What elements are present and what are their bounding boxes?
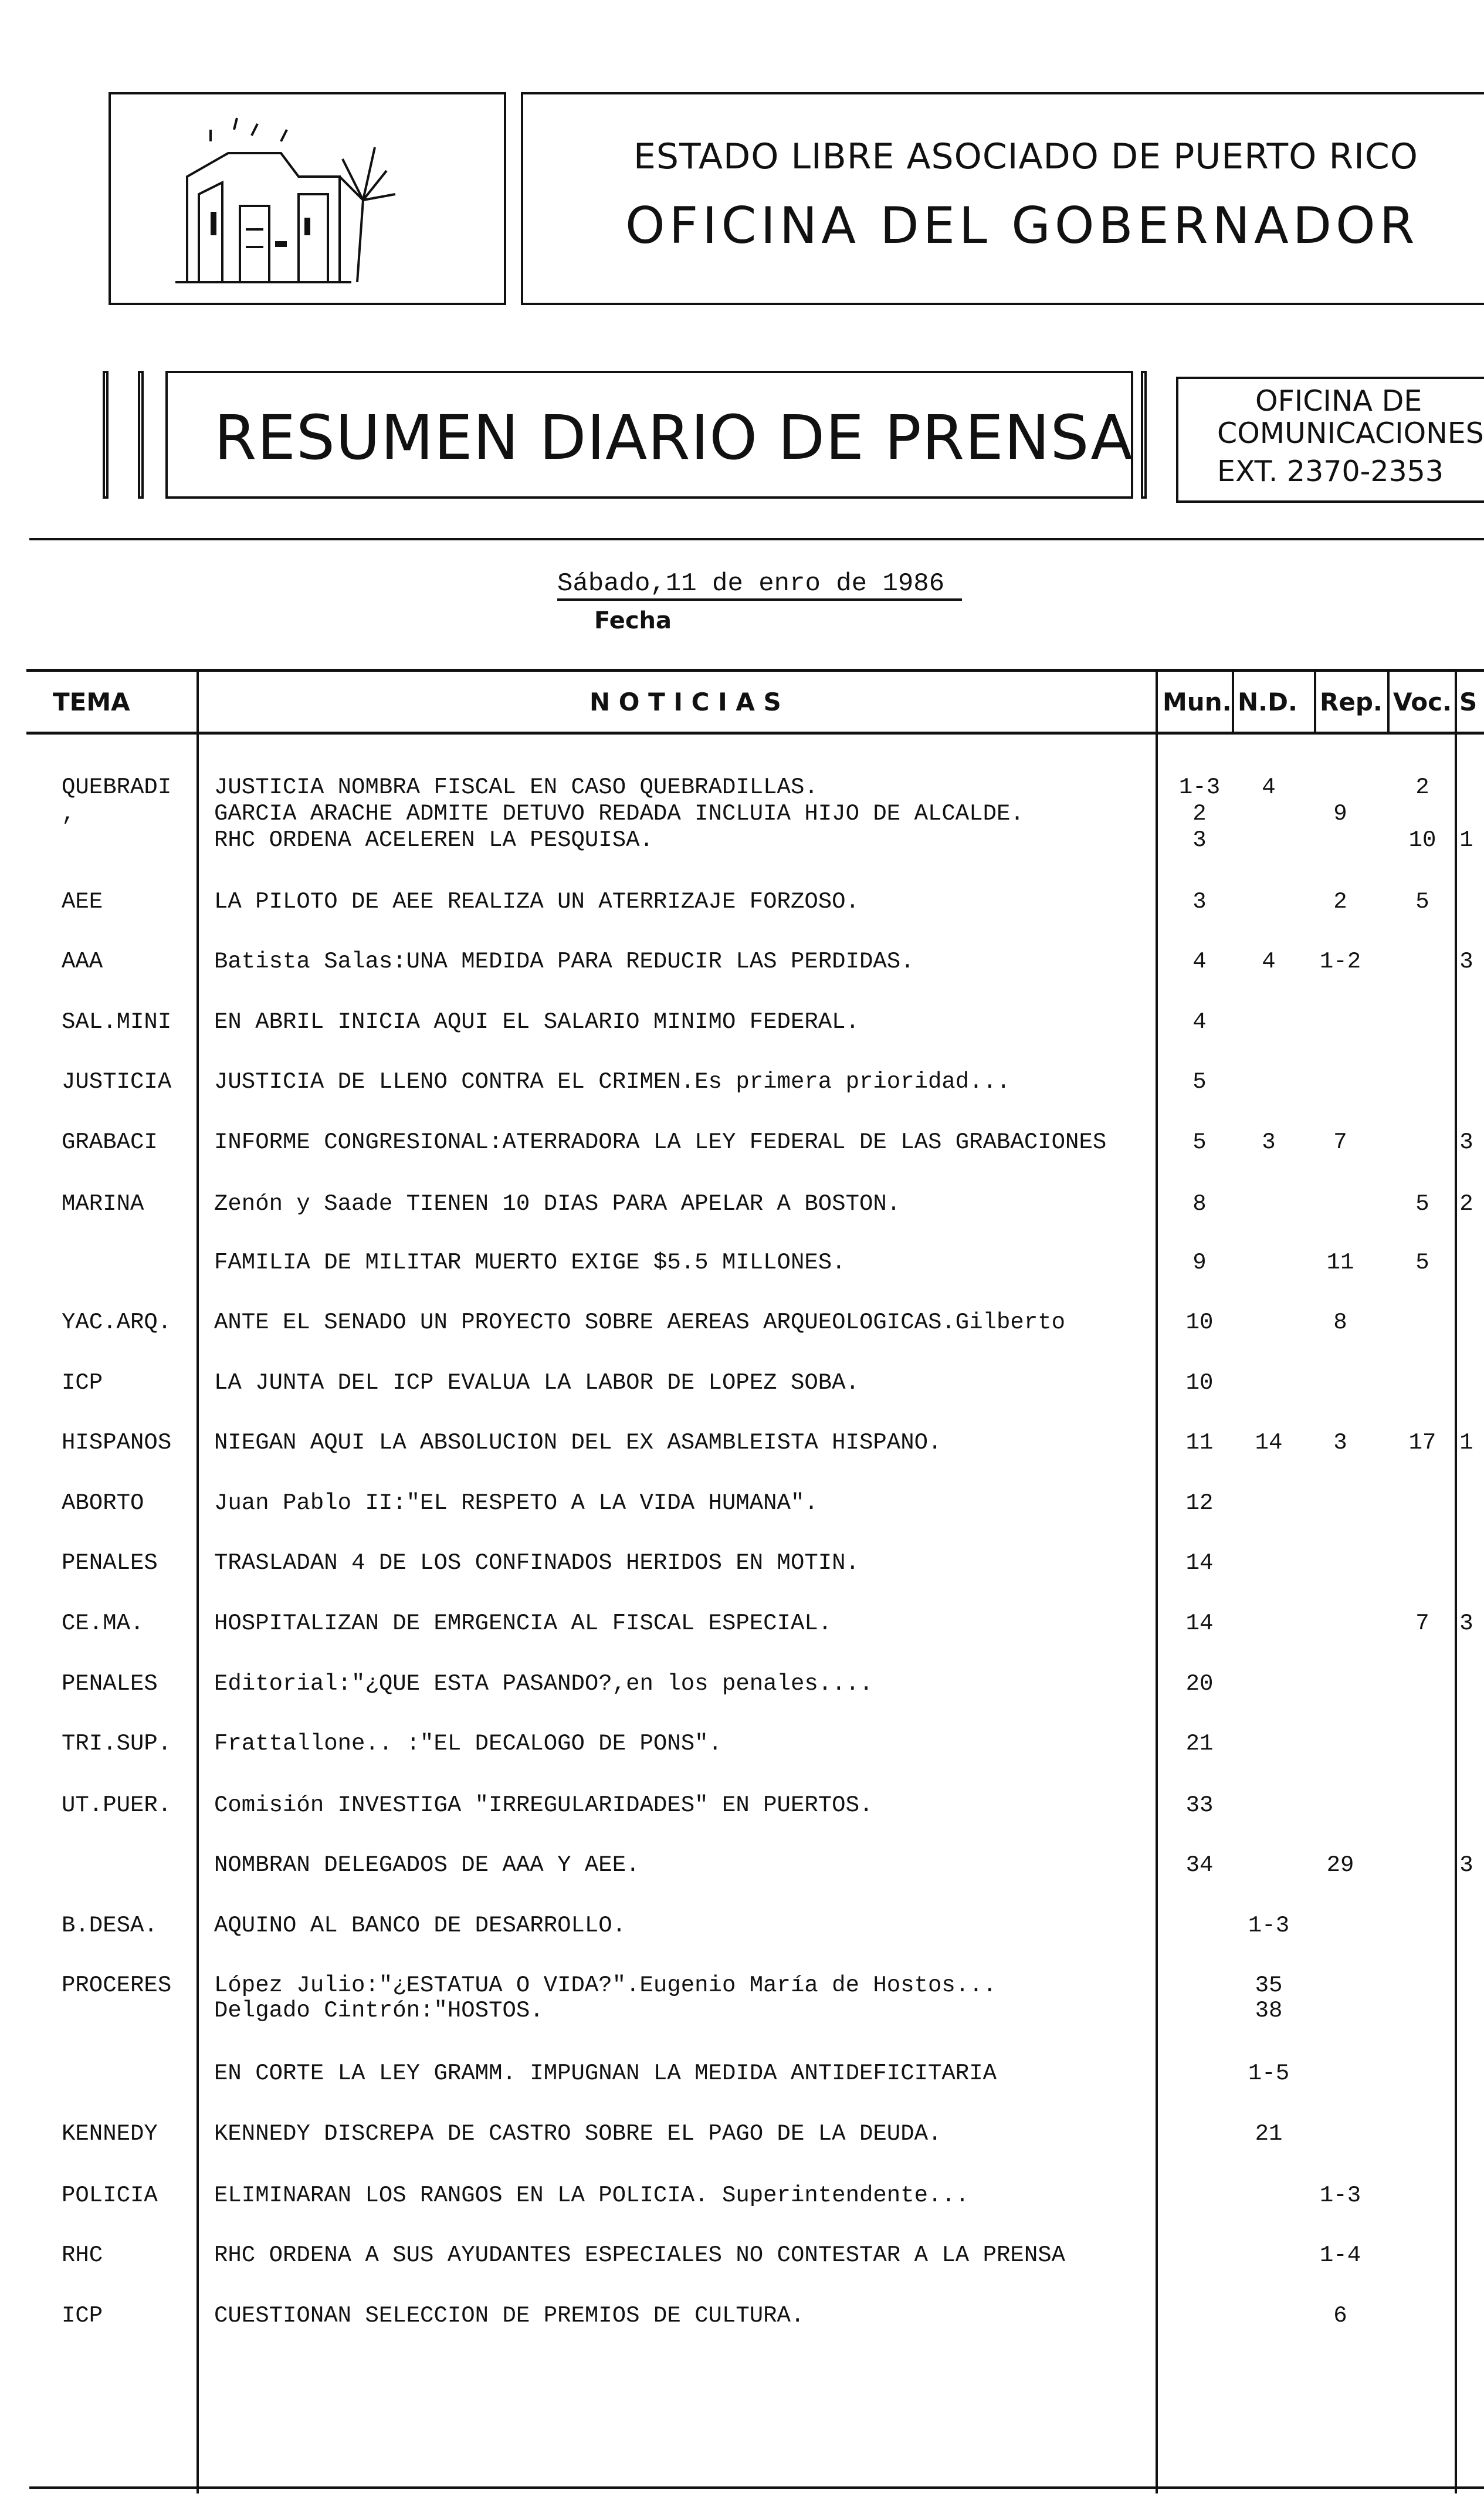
cell-news: NOMBRAN DELEGADOS DE AAA Y AEE. — [214, 1852, 640, 1878]
decor-bar — [103, 371, 109, 499]
cell-rep: 1-3 — [1319, 2183, 1361, 2208]
cell-tema: TRI.SUP. — [62, 1731, 172, 1757]
cell-mun: 14 — [1185, 1610, 1214, 1636]
cell-mun: 20 — [1185, 1671, 1214, 1697]
header-mun: Mun. — [1163, 688, 1232, 716]
office-line2: COMUNICACIONES — [1217, 417, 1484, 450]
cell-rep: 1-2 — [1319, 949, 1361, 975]
cell-tema: , — [62, 801, 76, 827]
cell-nd: 21 — [1255, 2121, 1283, 2147]
cell-tema: ABORTO — [62, 1490, 144, 1516]
cell-tema: CE.MA. — [62, 1610, 144, 1636]
cell-s: 2 — [1459, 1191, 1473, 1217]
cell-nd: 1-3 — [1248, 1913, 1290, 1938]
cell-s: 1 — [1459, 827, 1473, 853]
header-rep: Rep. — [1320, 688, 1383, 716]
logo-frame — [109, 92, 506, 305]
cell-news: LA PILOTO DE AEE REALIZA UN ATERRIZAJE FORZOSO. — [214, 889, 859, 915]
cell-tema: MARINA — [62, 1191, 144, 1217]
government-building-logo — [164, 106, 457, 294]
cell-mun: 21 — [1185, 1731, 1214, 1757]
column-divider — [196, 669, 199, 2493]
cell-nd: 35 — [1255, 1972, 1283, 1998]
cell-news: CUESTIONAN SELECCION DE PREMIOS DE CULTURA. — [214, 2303, 805, 2329]
cell-tema: RHC — [62, 2242, 103, 2268]
office-line3: EXT. 2370-2353 — [1217, 455, 1444, 488]
date-underline — [557, 598, 962, 601]
cell-tema: UT.PUER. — [62, 1792, 172, 1818]
decor-bar — [138, 371, 144, 499]
date-value: Sábado,11 de enro de 1986 — [557, 569, 945, 598]
decor-bar — [1141, 371, 1147, 499]
divider — [29, 538, 1484, 540]
cell-s: 3 — [1459, 1129, 1473, 1155]
cell-mun: 2 — [1192, 801, 1207, 827]
cell-mun: 34 — [1185, 1852, 1214, 1878]
cell-nd: 4 — [1262, 949, 1276, 975]
cell-rep: 6 — [1333, 2303, 1347, 2329]
cell-news: RHC ORDENA ACELEREN LA PESQUISA. — [214, 827, 653, 853]
cell-voc: 17 — [1408, 1430, 1436, 1456]
cell-news: FAMILIA DE MILITAR MUERTO EXIGE $5.5 MILLONES. — [214, 1250, 846, 1275]
cell-s: 3 — [1459, 949, 1473, 975]
cell-nd: 3 — [1262, 1129, 1276, 1155]
cell-mun: 5 — [1192, 1069, 1207, 1095]
cell-news: Frattallone.. :"EL DECALOGO DE PONS". — [214, 1731, 722, 1757]
cell-tema: ICP — [62, 2303, 103, 2329]
cell-mun: 11 — [1185, 1430, 1214, 1456]
cell-tema: KENNEDY — [62, 2121, 158, 2147]
cell-tema: PENALES — [62, 1550, 158, 1576]
cell-news: AQUINO AL BANCO DE DESARROLLO. — [214, 1913, 626, 1938]
resumen-title: RESUMEN DIARIO DE PRENSA — [214, 402, 1133, 473]
cell-tema: POLICIA — [62, 2183, 158, 2208]
cell-nd: 4 — [1262, 774, 1276, 800]
cell-mun: 9 — [1192, 1250, 1207, 1275]
cell-tema: PENALES — [62, 1671, 158, 1697]
cell-news: ELIMINARAN LOS RANGOS EN LA POLICIA. Superintendente... — [214, 2183, 970, 2208]
cell-news: RHC ORDENA A SUS AYUDANTES ESPECIALES NO CONTESTAR A LA PRENSA — [214, 2242, 1066, 2268]
cell-tema: HISPANOS — [62, 1430, 172, 1456]
cell-rep: 1-4 — [1319, 2242, 1361, 2268]
cell-nd: 38 — [1255, 1998, 1283, 2024]
table-header-rule — [26, 732, 1484, 735]
cell-news: TRASLADAN 4 DE LOS CONFINADOS HERIDOS EN MOTIN. — [214, 1550, 859, 1576]
cell-s: 3 — [1459, 1610, 1473, 1636]
office-line1: OFICINA DE — [1255, 384, 1422, 418]
cell-voc: 2 — [1415, 774, 1429, 800]
cell-voc: 5 — [1415, 1191, 1429, 1217]
cell-rep: 8 — [1333, 1310, 1347, 1335]
divider — [29, 2486, 1484, 2489]
header-nd: N.D. — [1238, 688, 1297, 716]
cell-tema: YAC.ARQ. — [62, 1310, 172, 1335]
cell-nd: 1-5 — [1248, 2060, 1290, 2086]
cell-mun: 4 — [1192, 949, 1207, 975]
column-divider — [1156, 669, 1158, 2493]
table-top-rule — [26, 669, 1484, 672]
cell-news: JUSTICIA DE LLENO CONTRA EL CRIMEN.Es primera prioridad... — [214, 1069, 1011, 1095]
cell-tema: ICP — [62, 1370, 103, 1396]
cell-news: INFORME CONGRESIONAL:ATERRADORA LA LEY FEDERAL DE LAS GRABACIONES — [214, 1129, 1107, 1155]
column-divider — [1232, 669, 1234, 733]
cell-news: KENNEDY DISCREPA DE CASTRO SOBRE EL PAGO DE LA DEUDA. — [214, 2121, 942, 2147]
cell-mun: 1-3 — [1178, 774, 1221, 800]
cell-rep: 3 — [1333, 1430, 1347, 1456]
cell-s: 1 — [1459, 1430, 1473, 1456]
cell-news: Juan Pablo II:"EL RESPETO A LA VIDA HUMANA". — [214, 1490, 818, 1516]
cell-tema: JUSTICIA — [62, 1069, 172, 1095]
cell-voc: 5 — [1415, 889, 1429, 915]
cell-tema: QUEBRADI — [62, 774, 172, 800]
cell-mun: 4 — [1192, 1009, 1207, 1035]
cell-rep: 7 — [1333, 1129, 1347, 1155]
cell-rep: 9 — [1333, 801, 1347, 827]
cell-tema: PROCERES — [62, 1972, 172, 1998]
cell-mun: 10 — [1185, 1310, 1214, 1335]
cell-rep: 2 — [1333, 889, 1347, 915]
cell-s: 3 — [1459, 1852, 1473, 1878]
cell-news: Comisión INVESTIGA "IRREGULARIDADES" EN PUERTOS. — [214, 1792, 873, 1818]
column-divider — [1314, 669, 1316, 733]
header-tema: TEMA — [53, 688, 130, 716]
cell-voc: 10 — [1408, 827, 1436, 853]
cell-news: ANTE EL SENADO UN PROYECTO SOBRE AEREAS ARQUEOLOGICAS.Gilberto — [214, 1310, 1066, 1335]
column-divider — [1387, 669, 1390, 733]
column-divider — [1455, 669, 1457, 2493]
cell-news: López Julio:"¿ESTATUA O VIDA?".Eugenio María de Hostos... — [214, 1972, 997, 1998]
cell-tema: B.DESA. — [62, 1913, 158, 1938]
cell-news: LA JUNTA DEL ICP EVALUA LA LABOR DE LOPEZ SOBA. — [214, 1370, 859, 1396]
cell-mun: 14 — [1185, 1550, 1214, 1576]
cell-news: EN CORTE LA LEY GRAMM. IMPUGNAN LA MEDIDA ANTIDEFICITARIA — [214, 2060, 997, 2086]
date-label: Fecha — [594, 607, 672, 634]
cell-mun: 5 — [1192, 1129, 1207, 1155]
cell-rep: 11 — [1326, 1250, 1354, 1275]
cell-mun: 3 — [1192, 827, 1207, 853]
cell-news: JUSTICIA NOMBRA FISCAL EN CASO QUEBRADILLAS. — [214, 774, 818, 800]
cell-news: Zenón y Saade TIENEN 10 DIAS PARA APELAR A BOSTON. — [214, 1191, 901, 1217]
cell-mun: 12 — [1185, 1490, 1214, 1516]
cell-tema: SAL.MINI — [62, 1009, 172, 1035]
header-noticias: N O T I C I A S — [589, 688, 781, 716]
header-voc: Voc. — [1393, 688, 1452, 716]
cell-news: Batista Salas:UNA MEDIDA PARA REDUCIR LAS PERDIDAS. — [214, 949, 914, 975]
cell-tema: AAA — [62, 949, 103, 975]
cell-mun: 3 — [1192, 889, 1207, 915]
cell-news: Delgado Cintrón:"HOSTOS. — [214, 1998, 544, 2024]
cell-nd: 14 — [1255, 1430, 1283, 1456]
header-line2: OFICINA DEL GOBERNADOR — [625, 197, 1419, 255]
cell-mun: 8 — [1192, 1191, 1207, 1217]
header-s: S — [1459, 688, 1478, 716]
cell-voc: 5 — [1415, 1250, 1429, 1275]
cell-rep: 29 — [1326, 1852, 1354, 1878]
cell-mun: 10 — [1185, 1370, 1214, 1396]
cell-voc: 7 — [1415, 1610, 1429, 1636]
cell-mun: 33 — [1185, 1792, 1214, 1818]
cell-tema: AEE — [62, 889, 103, 915]
cell-news: HOSPITALIZAN DE EMRGENCIA AL FISCAL ESPECIAL. — [214, 1610, 832, 1636]
cell-news: NIEGAN AQUI LA ABSOLUCION DEL EX ASAMBLEISTA HISPANO. — [214, 1430, 942, 1456]
cell-tema: GRABACI — [62, 1129, 158, 1155]
cell-news: Editorial:"¿QUE ESTA PASANDO?,en los penales.... — [214, 1671, 873, 1697]
header-line1: ESTADO LIBRE ASOCIADO DE PUERTO RICO — [633, 136, 1418, 177]
cell-news: EN ABRIL INICIA AQUI EL SALARIO MINIMO FEDERAL. — [214, 1009, 859, 1035]
cell-news: GARCIA ARACHE ADMITE DETUVO REDADA INCLUIA HIJO DE ALCALDE. — [214, 801, 1024, 827]
